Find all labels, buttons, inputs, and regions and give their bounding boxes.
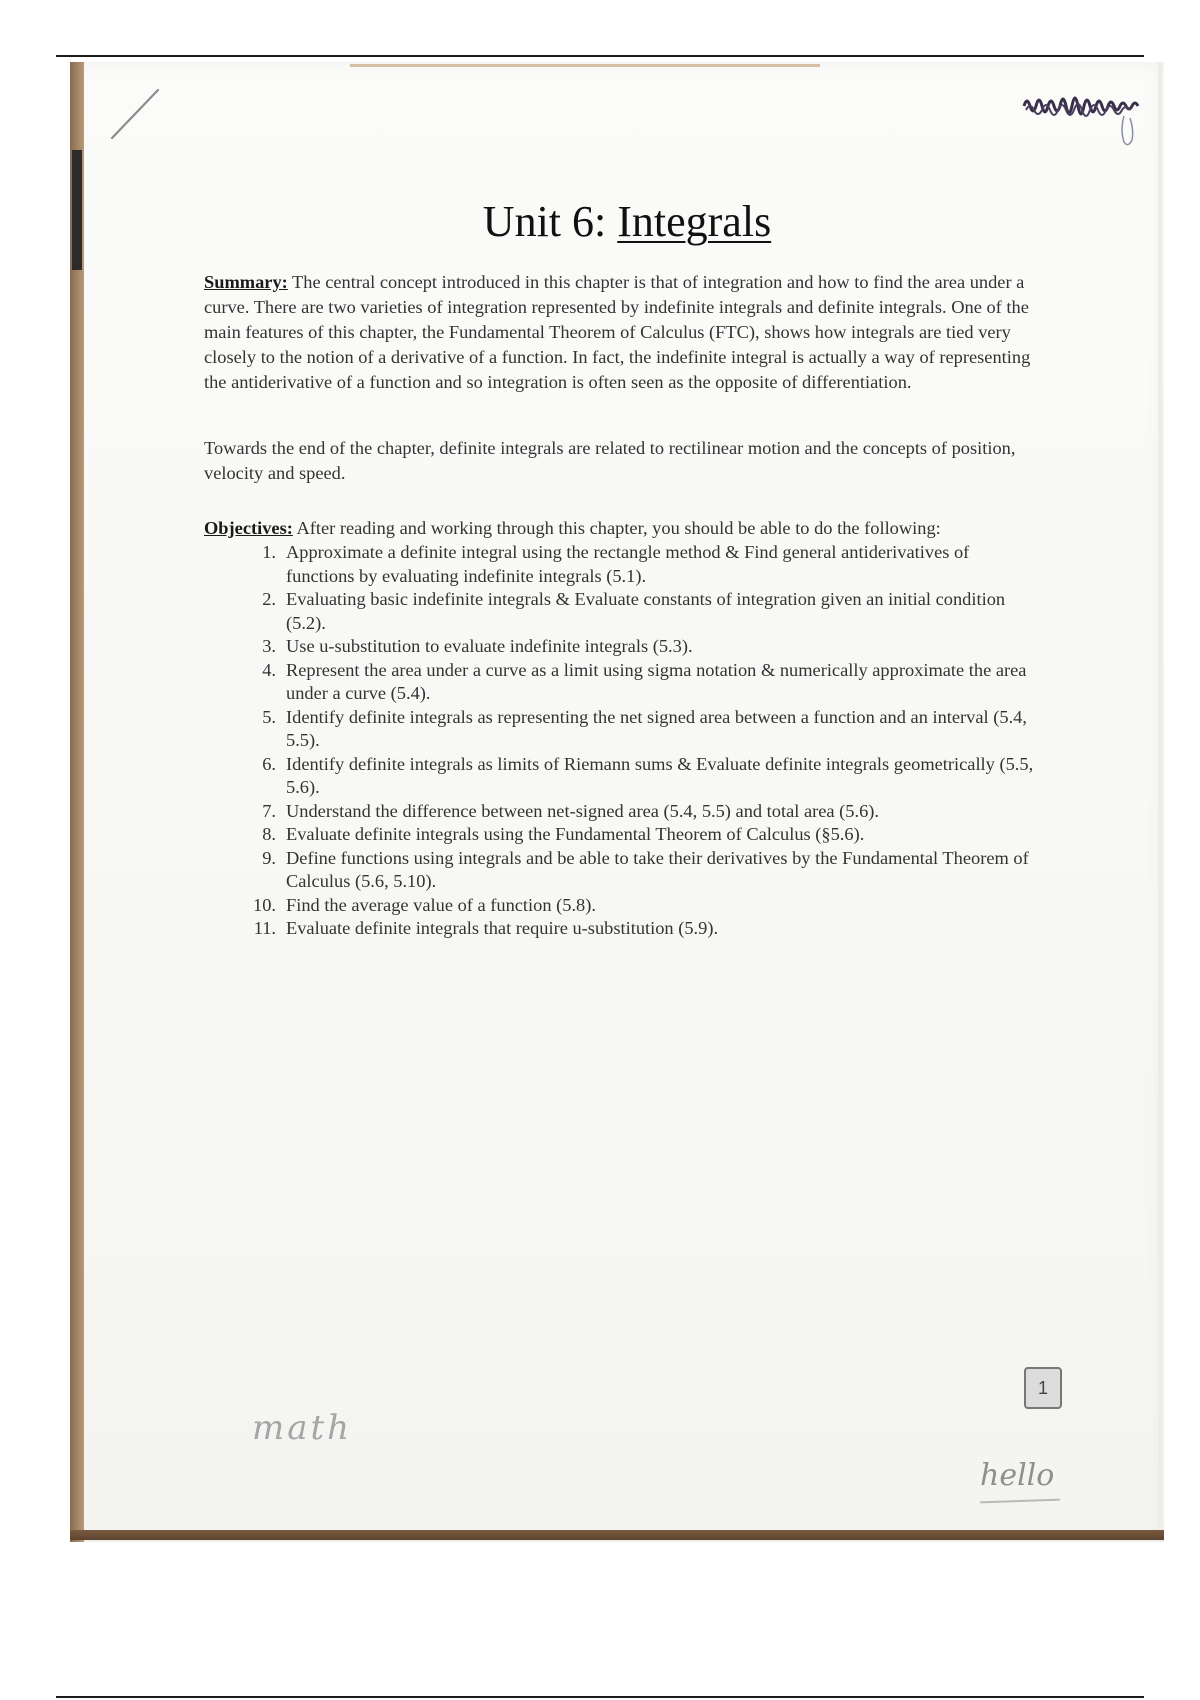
objective-number: 7. [262,800,276,821]
page-title [0,196,1200,247]
objective-number: 5. [262,706,276,727]
objective-number: 3. [262,636,276,656]
objective-item [238,706,1038,753]
objectives-label: Objectives: [204,518,293,538]
objective-item [238,659,1038,706]
objectives-intro: After reading and working through this chapter, you should be able to do the following: [292,518,941,538]
objective-item [238,635,1038,659]
objective-number: 10. [253,894,276,915]
objectives-heading [204,516,1034,541]
objectives-list [238,541,1038,941]
objective-number: 2. [262,589,276,609]
sheet-bottom-edge [70,1530,1164,1540]
objective-number: 8. [262,824,276,844]
title-main: Integrals [617,197,772,246]
objective-text: Approximate a definite integral using the rectangle method & Find general antiderivatives of functions by evaluating indefinite integrals (5.1). [286,542,970,586]
summary-label: Summary: [204,272,288,292]
pencil-mark-icon [108,86,162,142]
objective-item [238,541,1038,588]
sheet-left-edge [70,62,84,1542]
objective-text: Represent the area under a curve as a limit using sigma notation & numerically approximate the area under a curve (5.4). [286,659,1027,703]
sheet-right-edge [1158,62,1162,1542]
bottom-rule [56,1696,1144,1698]
motion-paragraph: Towards the end of the chapter, definite integrals are related to rectilinear motion and the concepts of position, velocity and speed. [204,438,1016,483]
objective-text: Understand the difference between net-signed area (5.4, 5.5) and total area (5.6). [286,800,880,821]
objective-text: Find the average value of a function (5.8). [286,894,596,915]
objective-number: 6. [262,753,276,774]
objective-item [238,917,1038,941]
page-number-badge: 1 [1024,1367,1062,1409]
objective-item [238,847,1038,894]
objective-item [238,753,1038,800]
objective-number: 1. [262,542,276,562]
title-prefix: Unit 6: [482,197,618,246]
handwritten-hello-note: hello [980,1458,1055,1493]
objective-text: Identify definite integrals as representing the net signed area between a function and an interval (5.4, 5.5). [286,706,1027,750]
objective-item [238,800,1038,824]
objective-item [238,823,1038,847]
summary-paragraph [204,270,1034,395]
summary-text: The central concept introduced in this chapter is that of integration and how to find the area under a curve. There are two varieties of integration represented by indefinite integrals and definite integrals. One of the main features of this chapter, the Fundamental Theorem of Calculus (FTC), shows how integrals are tied very closely to the notion of a derivative of a function. In fact, the indefinite integral is actually a way of representing the antiderivative of a function and so integration is often seen as the opposite of differentiation. [204,272,1031,392]
handwritten-math-note: math [252,1408,353,1448]
objective-item [238,894,1038,918]
objective-text: Evaluate definite integrals that require u-substitution (5.9). [286,918,719,938]
objective-number: 9. [262,847,276,868]
ink-scribble-icon [1020,88,1160,158]
objective-number: 4. [262,659,276,680]
sheet-top-edge [350,64,820,67]
objective-text: Use u-substitution to evaluate indefinite integrals (5.3). [286,636,693,656]
top-rule [56,55,1144,57]
objective-text: Evaluate definite integrals using the Fundamental Theorem of Calculus (§5.6). [286,824,865,844]
objective-text: Define functions using integrals and be able to take their derivatives by the Fundamental Theorem of Calculus (5.6, 5.10). [286,847,1029,891]
objective-item [238,588,1038,635]
objective-text: Evaluating basic indefinite integrals & Evaluate constants of integration given an initial condition (5.2). [286,589,1006,633]
objective-text: Identify definite integrals as limits of Riemann sums & Evaluate definite integrals geometrically (5.5, 5.6). [286,753,1034,797]
objective-number: 11. [253,918,276,938]
